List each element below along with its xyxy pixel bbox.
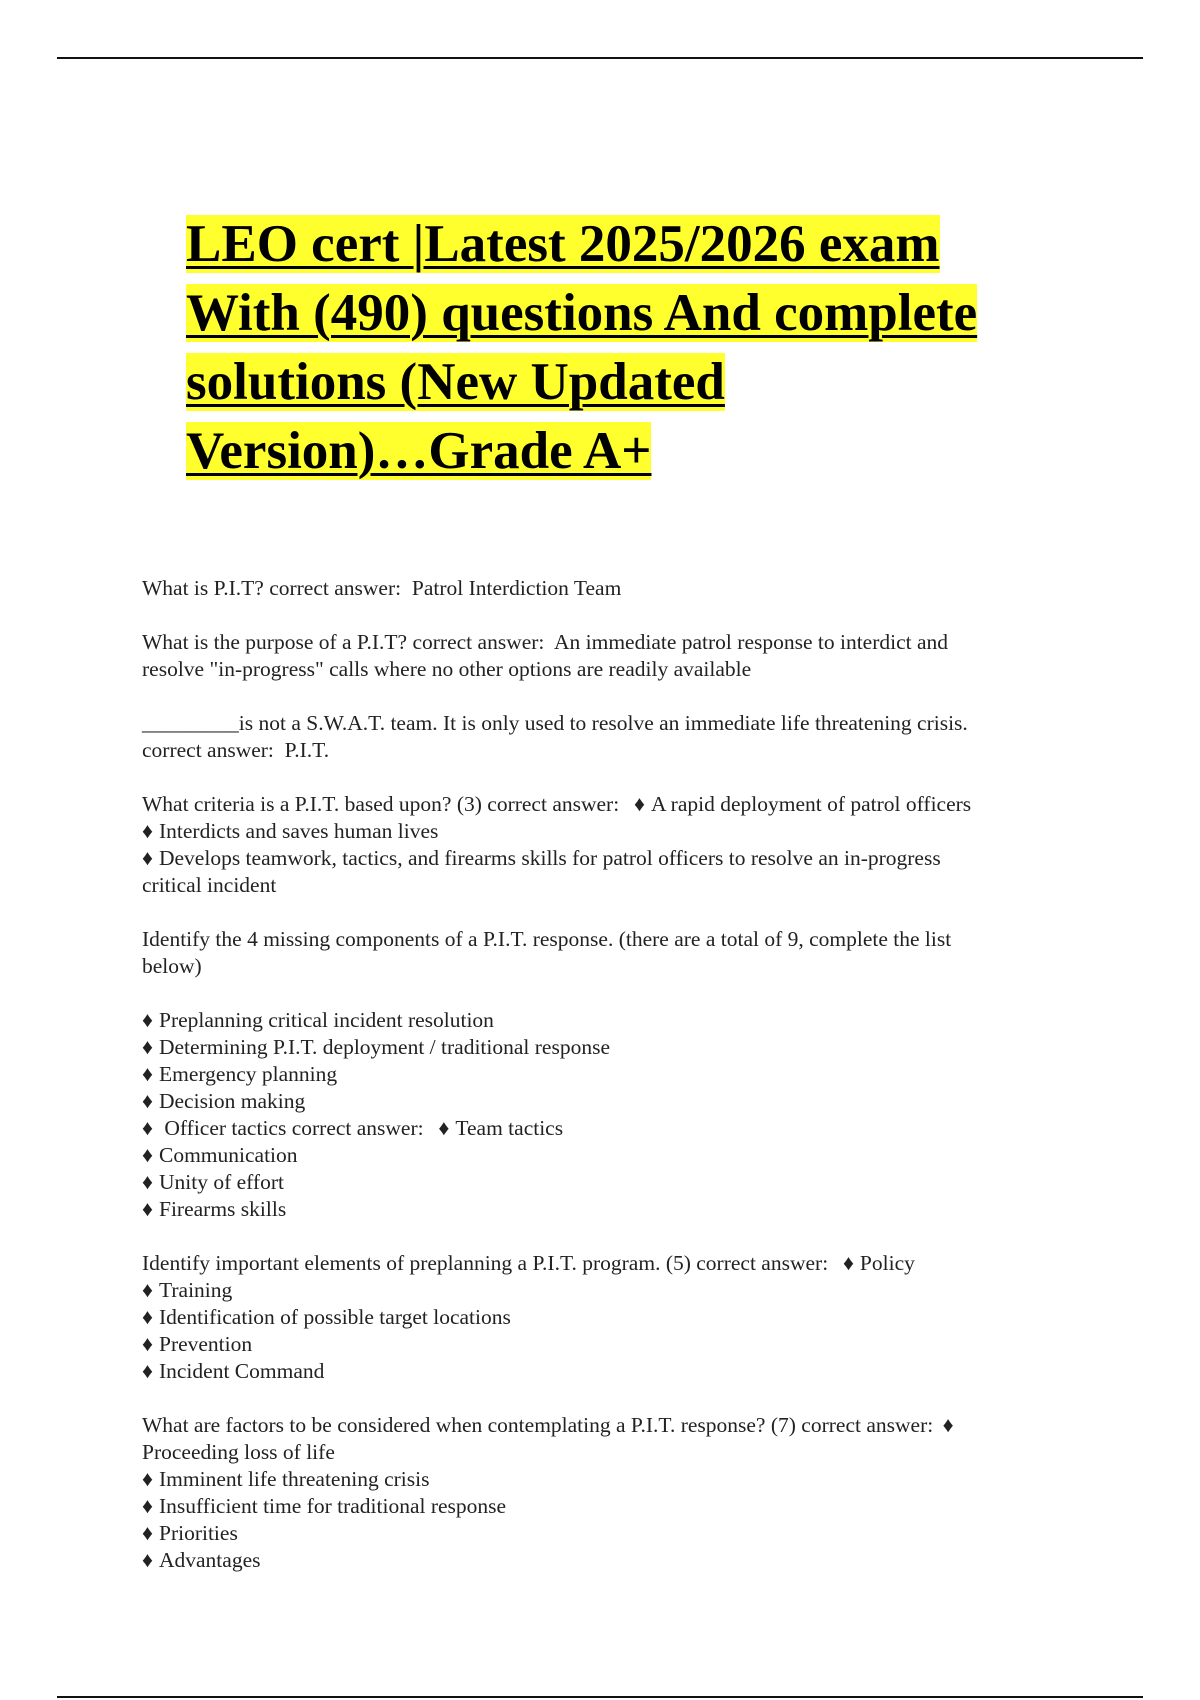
qa-item-4	[142, 791, 1062, 899]
answer-text: Patrol Interdiction Team	[411, 576, 622, 600]
answer-text: ♦ Policy	[839, 1251, 915, 1275]
title-line-2: With (490) questions And complete	[186, 284, 978, 342]
qa-item-6	[142, 1250, 1062, 1385]
answer-label: correct answer:	[696, 1251, 829, 1275]
bullet-item: ♦ Preplanning critical incident resolution	[142, 1007, 1062, 1034]
bullet-item: ♦ Incident Command	[142, 1358, 1062, 1385]
question-text: What is P.I.T?	[142, 576, 264, 600]
answer-text: Proceeding loss of life	[142, 1440, 335, 1464]
bullet-item: ♦ Insufficient time for traditional response	[142, 1493, 1062, 1520]
qa-item-1	[142, 575, 1062, 602]
bullet-item: Officer tactics	[164, 1116, 287, 1140]
question-continuation: below)	[142, 954, 202, 978]
bullet-item: ♦ Firearms skills	[142, 1196, 1062, 1223]
bullet-item: ♦ Emergency planning	[142, 1061, 1062, 1088]
question-text: What are factors to be considered when contemplating a P.I.T. response? (7)	[142, 1413, 796, 1437]
answer-label: correct answer:	[487, 792, 620, 816]
document-title	[186, 210, 1086, 486]
bullet-continuation: critical incident	[142, 873, 277, 897]
answer-label: correct answer:	[142, 738, 274, 762]
answer-text: ♦ A rapid deployment of patrol officers	[630, 792, 971, 816]
question-text: Identify the 4 missing components of a P.I.T. response. (there are a total of 9, complete the list	[142, 927, 952, 951]
bullet-item: ♦ Decision making	[142, 1088, 1062, 1115]
answer-label: correct answer:	[291, 1116, 424, 1140]
bullet-item: ♦ Determining P.I.T. deployment / traditional response	[142, 1034, 1062, 1061]
title-line-3: solutions (New Updated	[186, 353, 725, 411]
bullet-item: ♦ Advantages	[142, 1547, 1062, 1574]
top-rule	[57, 57, 1143, 59]
bullet-item: ♦ Priorities	[142, 1520, 1062, 1547]
answer-continuation: resolve "in-progress" calls where no other options are readily available	[142, 657, 752, 681]
bullet-item: ♦ Training	[142, 1277, 1062, 1304]
bullet-item: ♦ Develops teamwork, tactics, and firearms skills for patrol officers to resolve an in-progress	[142, 845, 1062, 872]
qa-item-2	[142, 629, 1062, 683]
bottom-rule	[57, 1696, 1143, 1698]
title-line-4: Version)…Grade A+	[186, 422, 652, 480]
qa-item-7	[142, 1412, 1062, 1574]
bullet-item: ♦ Imminent life threatening crisis	[142, 1466, 1062, 1493]
answer-label: correct answer:	[269, 576, 402, 600]
qa-list	[142, 575, 1062, 1601]
answer-bullet-marker	[939, 1413, 960, 1437]
answer-text: P.I.T.	[284, 738, 330, 762]
answer-label: correct answer:	[412, 630, 545, 654]
question-text: Identify important elements of preplanning a P.I.T. program. (5)	[142, 1251, 691, 1275]
question-text: What is the purpose of a P.I.T?	[142, 630, 408, 654]
answer-label: correct answer:	[801, 1413, 934, 1437]
bullet-item: ♦ Unity of effort	[142, 1169, 1062, 1196]
bullet-item: ♦ Identification of possible target locations	[142, 1304, 1062, 1331]
answer-text: An immediate patrol response to interdict and	[553, 630, 949, 654]
answer-text: ♦ Team tactics	[434, 1116, 563, 1140]
bullet-item: ♦ Prevention	[142, 1331, 1062, 1358]
qa-item-3	[142, 710, 1062, 764]
question-text: What criteria is a P.I.T. based upon? (3)	[142, 792, 482, 816]
question-text: _________is not a S.W.A.T. team. It is only used to resolve an immediate life threatening crisis.	[142, 711, 968, 735]
bullet-item: ♦ Interdicts and saves human lives	[142, 818, 1062, 845]
qa-item-5	[142, 926, 1062, 1223]
bullet-item: ♦ Communication	[142, 1142, 1062, 1169]
title-line-1: LEO cert |Latest 2025/2026 exam	[186, 215, 940, 273]
